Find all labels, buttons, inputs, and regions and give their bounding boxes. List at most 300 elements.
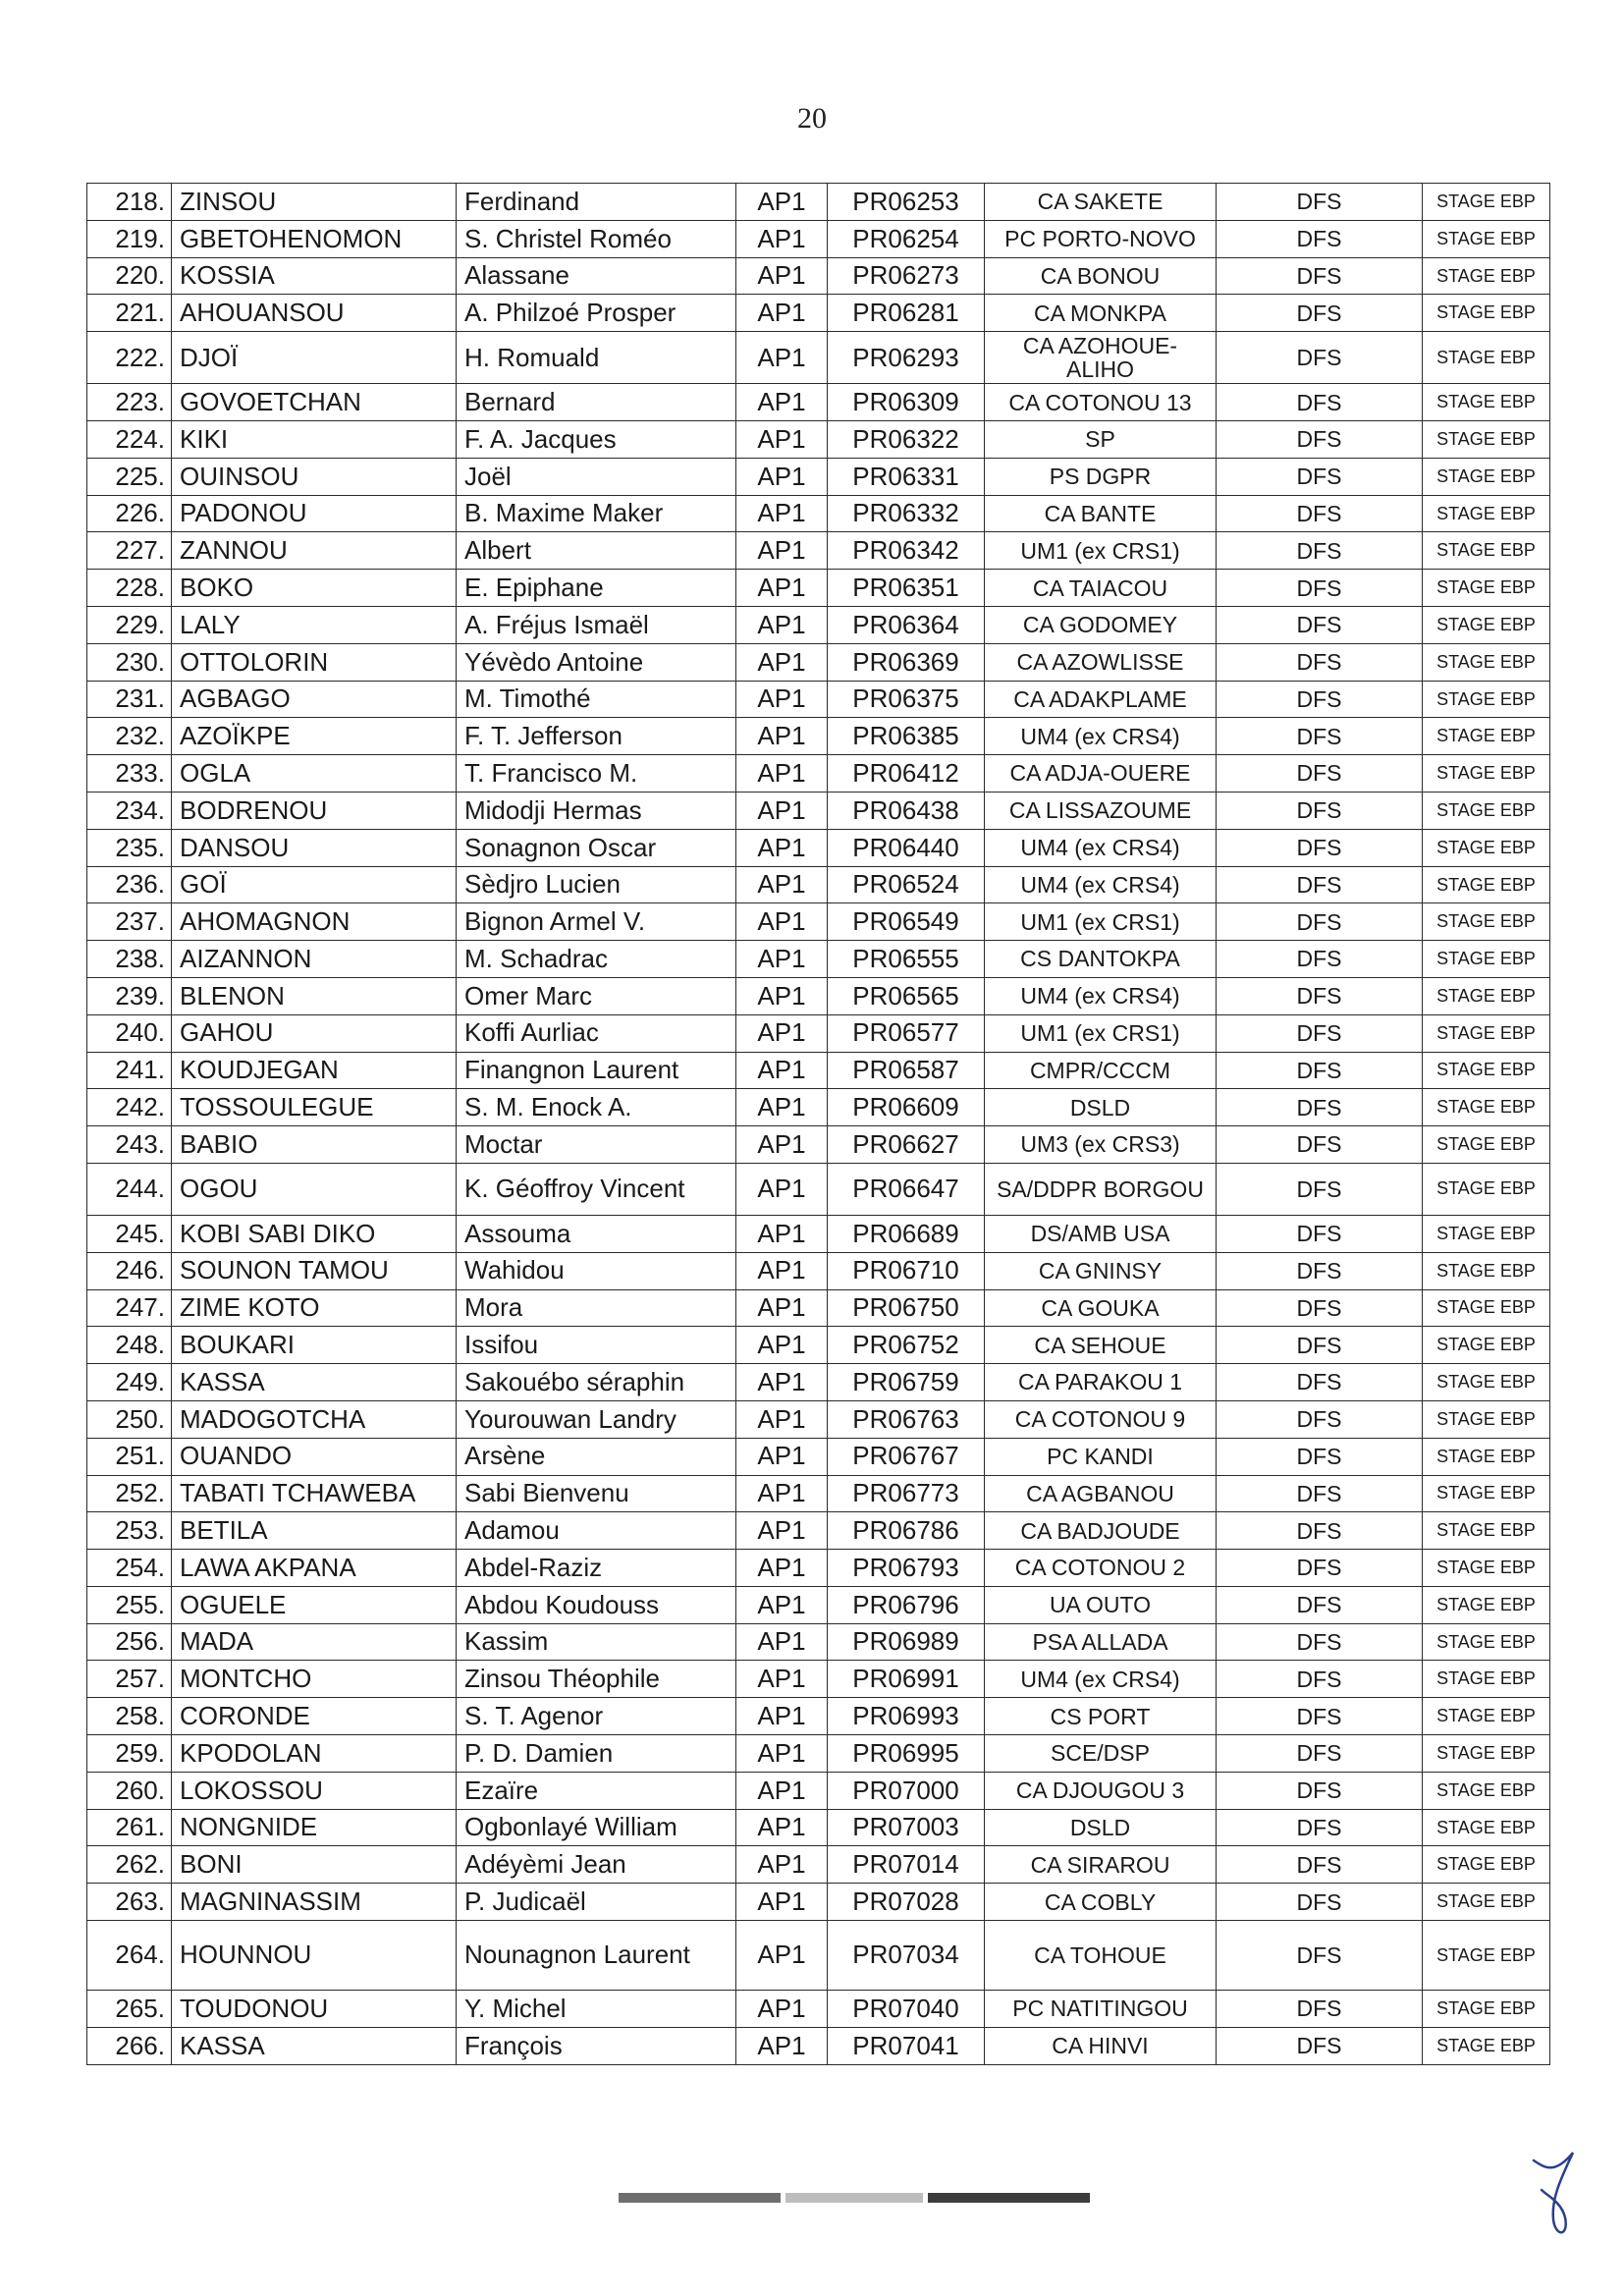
cell-grade: AP1 bbox=[736, 1772, 828, 1809]
cell-grade: AP1 bbox=[736, 1126, 828, 1164]
cell-unit: CA COBLY bbox=[985, 1884, 1217, 1921]
cell-last-name: HOUNNOU bbox=[172, 1921, 457, 1991]
cell-row-number: 262. bbox=[87, 1846, 172, 1884]
table-row bbox=[87, 866, 1550, 903]
cell-grade: AP1 bbox=[736, 606, 828, 643]
cell-direction: DFS bbox=[1217, 1586, 1423, 1623]
cell-last-name: KASSA bbox=[172, 2027, 457, 2064]
cell-unit: CA SEHOUE bbox=[985, 1327, 1217, 1364]
cell-row-number: 241. bbox=[87, 1052, 172, 1089]
cell-grade: AP1 bbox=[736, 755, 828, 793]
cell-observation: STAGE EBP bbox=[1423, 1772, 1550, 1809]
cell-grade: AP1 bbox=[736, 1735, 828, 1773]
cell-first-names: Mora bbox=[457, 1289, 736, 1327]
cell-registration-number: PR06993 bbox=[828, 1698, 985, 1735]
cell-grade: AP1 bbox=[736, 1623, 828, 1661]
cell-observation: STAGE EBP bbox=[1423, 1052, 1550, 1089]
cell-direction: DFS bbox=[1217, 1364, 1423, 1401]
cell-direction: DFS bbox=[1217, 1991, 1423, 2028]
cell-observation: STAGE EBP bbox=[1423, 1586, 1550, 1623]
cell-row-number: 257. bbox=[87, 1661, 172, 1698]
cell-observation: STAGE EBP bbox=[1423, 1809, 1550, 1846]
cell-registration-number: PR06773 bbox=[828, 1475, 985, 1512]
cell-observation: STAGE EBP bbox=[1423, 184, 1550, 221]
table-row bbox=[87, 1623, 1550, 1661]
table-row bbox=[87, 643, 1550, 681]
cell-registration-number: PR06796 bbox=[828, 1586, 985, 1623]
cell-first-names: Adéyèmi Jean bbox=[457, 1846, 736, 1884]
cell-last-name: TOUDONOU bbox=[172, 1991, 457, 2028]
cell-row-number: 261. bbox=[87, 1809, 172, 1846]
cell-observation: STAGE EBP bbox=[1423, 792, 1550, 829]
footer-bar bbox=[928, 2193, 1090, 2203]
cell-unit: CA COTONOU 9 bbox=[985, 1400, 1217, 1438]
cell-first-names: F. A. Jacques bbox=[457, 420, 736, 458]
cell-row-number: 255. bbox=[87, 1586, 172, 1623]
cell-direction: DFS bbox=[1217, 1052, 1423, 1089]
table-row bbox=[87, 1475, 1550, 1512]
cell-registration-number: PR06989 bbox=[828, 1623, 985, 1661]
signature-initial bbox=[1526, 2139, 1585, 2247]
cell-grade: AP1 bbox=[736, 1163, 828, 1215]
cell-row-number: 228. bbox=[87, 570, 172, 607]
cell-unit: UM1 (ex CRS1) bbox=[985, 903, 1217, 941]
cell-grade: AP1 bbox=[736, 1475, 828, 1512]
table-row bbox=[87, 1163, 1550, 1215]
cell-direction: DFS bbox=[1217, 1289, 1423, 1327]
cell-registration-number: PR06750 bbox=[828, 1289, 985, 1327]
table-row bbox=[87, 495, 1550, 532]
cell-first-names: Abdel-Raziz bbox=[457, 1550, 736, 1587]
cell-unit: CA LISSAZOUME bbox=[985, 792, 1217, 829]
cell-unit: UM3 (ex CRS3) bbox=[985, 1126, 1217, 1164]
cell-last-name: MADOGOTCHA bbox=[172, 1400, 457, 1438]
cell-first-names: Assouma bbox=[457, 1215, 736, 1252]
cell-last-name: AZOÏKPE bbox=[172, 718, 457, 755]
table-row bbox=[87, 1735, 1550, 1773]
cell-last-name: NONGNIDE bbox=[172, 1809, 457, 1846]
table-row bbox=[87, 792, 1550, 829]
cell-last-name: KOSSIA bbox=[172, 257, 457, 295]
cell-row-number: 221. bbox=[87, 295, 172, 332]
cell-registration-number: PR06689 bbox=[828, 1215, 985, 1252]
cell-row-number: 252. bbox=[87, 1475, 172, 1512]
cell-observation: STAGE EBP bbox=[1423, 2027, 1550, 2064]
table-row bbox=[87, 718, 1550, 755]
cell-grade: AP1 bbox=[736, 1364, 828, 1401]
cell-observation: STAGE EBP bbox=[1423, 384, 1550, 421]
cell-first-names: Issifou bbox=[457, 1327, 736, 1364]
table-row bbox=[87, 1512, 1550, 1550]
cell-last-name: CORONDE bbox=[172, 1698, 457, 1735]
table-row bbox=[87, 384, 1550, 421]
cell-direction: DFS bbox=[1217, 1772, 1423, 1809]
table-row bbox=[87, 1661, 1550, 1698]
table-row bbox=[87, 184, 1550, 221]
cell-grade: AP1 bbox=[736, 903, 828, 941]
cell-observation: STAGE EBP bbox=[1423, 495, 1550, 532]
cell-first-names: Bernard bbox=[457, 384, 736, 421]
cell-observation: STAGE EBP bbox=[1423, 1215, 1550, 1252]
table-row bbox=[87, 829, 1550, 866]
cell-direction: DFS bbox=[1217, 1252, 1423, 1289]
cell-registration-number: PR06577 bbox=[828, 1014, 985, 1052]
cell-last-name: TOSSOULEGUE bbox=[172, 1089, 457, 1126]
cell-grade: AP1 bbox=[736, 1512, 828, 1550]
cell-row-number: 239. bbox=[87, 977, 172, 1014]
cell-row-number: 243. bbox=[87, 1126, 172, 1164]
cell-first-names: S. M. Enock A. bbox=[457, 1089, 736, 1126]
cell-last-name: KOUDJEGAN bbox=[172, 1052, 457, 1089]
cell-direction: DFS bbox=[1217, 1809, 1423, 1846]
cell-registration-number: PR07000 bbox=[828, 1772, 985, 1809]
cell-observation: STAGE EBP bbox=[1423, 941, 1550, 978]
cell-grade: AP1 bbox=[736, 1400, 828, 1438]
table-row bbox=[87, 1809, 1550, 1846]
cell-grade: AP1 bbox=[736, 1991, 828, 2028]
cell-first-names: P. Judicaël bbox=[457, 1884, 736, 1921]
cell-direction: DFS bbox=[1217, 1327, 1423, 1364]
cell-direction: DFS bbox=[1217, 1921, 1423, 1991]
cell-last-name: BOUKARI bbox=[172, 1327, 457, 1364]
cell-unit: PS DGPR bbox=[985, 458, 1217, 495]
table-row bbox=[87, 1364, 1550, 1401]
table-body bbox=[87, 184, 1550, 2065]
cell-last-name: MAGNINASSIM bbox=[172, 1884, 457, 1921]
cell-direction: DFS bbox=[1217, 1623, 1423, 1661]
table-row bbox=[87, 1089, 1550, 1126]
cell-observation: STAGE EBP bbox=[1423, 1623, 1550, 1661]
cell-direction: DFS bbox=[1217, 1438, 1423, 1475]
cell-registration-number: PR07028 bbox=[828, 1884, 985, 1921]
cell-grade: AP1 bbox=[736, 1089, 828, 1126]
cell-registration-number: PR06254 bbox=[828, 220, 985, 257]
cell-direction: DFS bbox=[1217, 829, 1423, 866]
cell-grade: AP1 bbox=[736, 941, 828, 978]
cell-first-names: Wahidou bbox=[457, 1252, 736, 1289]
cell-last-name: ZINSOU bbox=[172, 184, 457, 221]
cell-direction: DFS bbox=[1217, 458, 1423, 495]
cell-registration-number: PR06524 bbox=[828, 866, 985, 903]
table-row bbox=[87, 1014, 1550, 1052]
cell-first-names: Joël bbox=[457, 458, 736, 495]
cell-direction: DFS bbox=[1217, 570, 1423, 607]
cell-unit: SP bbox=[985, 420, 1217, 458]
cell-observation: STAGE EBP bbox=[1423, 1252, 1550, 1289]
cell-unit: CS PORT bbox=[985, 1698, 1217, 1735]
cell-row-number: 227. bbox=[87, 532, 172, 570]
cell-observation: STAGE EBP bbox=[1423, 1327, 1550, 1364]
cell-direction: DFS bbox=[1217, 755, 1423, 793]
table-row bbox=[87, 1215, 1550, 1252]
cell-grade: AP1 bbox=[736, 495, 828, 532]
cell-row-number: 244. bbox=[87, 1163, 172, 1215]
cell-observation: STAGE EBP bbox=[1423, 903, 1550, 941]
cell-grade: AP1 bbox=[736, 1438, 828, 1475]
cell-unit: UM4 (ex CRS4) bbox=[985, 718, 1217, 755]
cell-first-names: Sèdjro Lucien bbox=[457, 866, 736, 903]
cell-registration-number: PR06309 bbox=[828, 384, 985, 421]
cell-row-number: 254. bbox=[87, 1550, 172, 1587]
cell-direction: DFS bbox=[1217, 384, 1423, 421]
cell-observation: STAGE EBP bbox=[1423, 420, 1550, 458]
cell-unit: DSLD bbox=[985, 1089, 1217, 1126]
cell-first-names: Zinsou Théophile bbox=[457, 1661, 736, 1698]
cell-observation: STAGE EBP bbox=[1423, 1400, 1550, 1438]
cell-observation: STAGE EBP bbox=[1423, 755, 1550, 793]
cell-row-number: 231. bbox=[87, 681, 172, 718]
cell-observation: STAGE EBP bbox=[1423, 1698, 1550, 1735]
cell-first-names: Bignon Armel V. bbox=[457, 903, 736, 941]
table-row bbox=[87, 257, 1550, 295]
table-row bbox=[87, 1772, 1550, 1809]
cell-first-names: Y. Michel bbox=[457, 1991, 736, 2028]
cell-first-names: A. Philzoé Prosper bbox=[457, 295, 736, 332]
cell-first-names: Sonagnon Oscar bbox=[457, 829, 736, 866]
table-row bbox=[87, 1550, 1550, 1587]
cell-first-names: Adamou bbox=[457, 1512, 736, 1550]
cell-first-names: Finangnon Laurent bbox=[457, 1052, 736, 1089]
cell-last-name: LAWA AKPANA bbox=[172, 1550, 457, 1587]
cell-grade: AP1 bbox=[736, 866, 828, 903]
cell-grade: AP1 bbox=[736, 570, 828, 607]
table-row bbox=[87, 532, 1550, 570]
cell-row-number: 220. bbox=[87, 257, 172, 295]
cell-row-number: 246. bbox=[87, 1252, 172, 1289]
cell-unit: CA BANTE bbox=[985, 495, 1217, 532]
cell-grade: AP1 bbox=[736, 1052, 828, 1089]
cell-grade: AP1 bbox=[736, 295, 828, 332]
table-row bbox=[87, 606, 1550, 643]
cell-unit: UM4 (ex CRS4) bbox=[985, 1661, 1217, 1698]
cell-unit: CA GOUKA bbox=[985, 1289, 1217, 1327]
cell-first-names: Koffi Aurliac bbox=[457, 1014, 736, 1052]
table-row bbox=[87, 1698, 1550, 1735]
cell-observation: STAGE EBP bbox=[1423, 1475, 1550, 1512]
cell-unit: PSA ALLADA bbox=[985, 1623, 1217, 1661]
cell-registration-number: PR06293 bbox=[828, 332, 985, 384]
cell-unit: CA HINVI bbox=[985, 2027, 1217, 2064]
cell-direction: DFS bbox=[1217, 1400, 1423, 1438]
cell-last-name: OTTOLORIN bbox=[172, 643, 457, 681]
cell-registration-number: PR06332 bbox=[828, 495, 985, 532]
cell-last-name: GOÏ bbox=[172, 866, 457, 903]
cell-last-name: GAHOU bbox=[172, 1014, 457, 1052]
cell-registration-number: PR07014 bbox=[828, 1846, 985, 1884]
table-row bbox=[87, 1991, 1550, 2028]
cell-direction: DFS bbox=[1217, 1512, 1423, 1550]
cell-last-name: BONI bbox=[172, 1846, 457, 1884]
cell-direction: DFS bbox=[1217, 1475, 1423, 1512]
cell-row-number: 248. bbox=[87, 1327, 172, 1364]
cell-last-name: DANSOU bbox=[172, 829, 457, 866]
cell-grade: AP1 bbox=[736, 977, 828, 1014]
cell-first-names: Ezaïre bbox=[457, 1772, 736, 1809]
cell-last-name: MONTCHO bbox=[172, 1661, 457, 1698]
table-row bbox=[87, 1921, 1550, 1991]
cell-first-names: K. Géoffroy Vincent bbox=[457, 1163, 736, 1215]
cell-grade: AP1 bbox=[736, 1327, 828, 1364]
cell-first-names: T. Francisco M. bbox=[457, 755, 736, 793]
cell-row-number: 242. bbox=[87, 1089, 172, 1126]
cell-observation: STAGE EBP bbox=[1423, 1661, 1550, 1698]
cell-observation: STAGE EBP bbox=[1423, 458, 1550, 495]
cell-registration-number: PR06364 bbox=[828, 606, 985, 643]
table-row bbox=[87, 941, 1550, 978]
cell-last-name: BLENON bbox=[172, 977, 457, 1014]
cell-observation: STAGE EBP bbox=[1423, 1089, 1550, 1126]
cell-row-number: 263. bbox=[87, 1884, 172, 1921]
cell-unit: CA TOHOUE bbox=[985, 1921, 1217, 1991]
cell-first-names: Alassane bbox=[457, 257, 736, 295]
table-row bbox=[87, 977, 1550, 1014]
cell-registration-number: PR06342 bbox=[828, 532, 985, 570]
cell-direction: DFS bbox=[1217, 643, 1423, 681]
cell-last-name: LOKOSSOU bbox=[172, 1772, 457, 1809]
cell-row-number: 225. bbox=[87, 458, 172, 495]
cell-direction: DFS bbox=[1217, 903, 1423, 941]
cell-unit: UM1 (ex CRS1) bbox=[985, 1014, 1217, 1052]
cell-last-name: KOBI SABI DIKO bbox=[172, 1215, 457, 1252]
cell-registration-number: PR06767 bbox=[828, 1438, 985, 1475]
cell-grade: AP1 bbox=[736, 1809, 828, 1846]
cell-registration-number: PR06609 bbox=[828, 1089, 985, 1126]
cell-registration-number: PR06995 bbox=[828, 1735, 985, 1773]
cell-registration-number: PR06438 bbox=[828, 792, 985, 829]
cell-row-number: 251. bbox=[87, 1438, 172, 1475]
cell-last-name: GBETOHENOMON bbox=[172, 220, 457, 257]
cell-observation: STAGE EBP bbox=[1423, 257, 1550, 295]
footer-bar bbox=[785, 2193, 923, 2203]
footer-bar bbox=[619, 2193, 781, 2203]
cell-first-names: François bbox=[457, 2027, 736, 2064]
cell-registration-number: PR06555 bbox=[828, 941, 985, 978]
cell-grade: AP1 bbox=[736, 829, 828, 866]
cell-observation: STAGE EBP bbox=[1423, 718, 1550, 755]
cell-last-name: OGUELE bbox=[172, 1586, 457, 1623]
cell-row-number: 236. bbox=[87, 866, 172, 903]
cell-unit: UM4 (ex CRS4) bbox=[985, 977, 1217, 1014]
cell-last-name: AHOMAGNON bbox=[172, 903, 457, 941]
cell-grade: AP1 bbox=[736, 1846, 828, 1884]
cell-direction: DFS bbox=[1217, 977, 1423, 1014]
cell-observation: STAGE EBP bbox=[1423, 866, 1550, 903]
cell-first-names: M. Schadrac bbox=[457, 941, 736, 978]
table-row bbox=[87, 1126, 1550, 1164]
cell-observation: STAGE EBP bbox=[1423, 1014, 1550, 1052]
cell-direction: DFS bbox=[1217, 495, 1423, 532]
cell-last-name: AGBAGO bbox=[172, 681, 457, 718]
cell-last-name: PADONOU bbox=[172, 495, 457, 532]
cell-row-number: 250. bbox=[87, 1400, 172, 1438]
cell-observation: STAGE EBP bbox=[1423, 1364, 1550, 1401]
cell-grade: AP1 bbox=[736, 1289, 828, 1327]
cell-registration-number: PR06786 bbox=[828, 1512, 985, 1550]
cell-observation: STAGE EBP bbox=[1423, 643, 1550, 681]
cell-direction: DFS bbox=[1217, 1884, 1423, 1921]
cell-row-number: 233. bbox=[87, 755, 172, 793]
cell-registration-number: PR07034 bbox=[828, 1921, 985, 1991]
cell-registration-number: PR06322 bbox=[828, 420, 985, 458]
cell-first-names: Ferdinand bbox=[457, 184, 736, 221]
cell-row-number: 238. bbox=[87, 941, 172, 978]
cell-last-name: ZANNOU bbox=[172, 532, 457, 570]
cell-registration-number: PR06281 bbox=[828, 295, 985, 332]
cell-observation: STAGE EBP bbox=[1423, 606, 1550, 643]
cell-observation: STAGE EBP bbox=[1423, 332, 1550, 384]
cell-unit: CA AZOWLISSE bbox=[985, 643, 1217, 681]
cell-first-names: P. D. Damien bbox=[457, 1735, 736, 1773]
table-row bbox=[87, 458, 1550, 495]
page-number: 20 bbox=[797, 102, 827, 135]
cell-registration-number: PR06647 bbox=[828, 1163, 985, 1215]
cell-unit: UA OUTO bbox=[985, 1586, 1217, 1623]
cell-direction: DFS bbox=[1217, 1215, 1423, 1252]
table-row bbox=[87, 1052, 1550, 1089]
cell-last-name: OGOU bbox=[172, 1163, 457, 1215]
cell-registration-number: PR06752 bbox=[828, 1327, 985, 1364]
cell-first-names: Arsène bbox=[457, 1438, 736, 1475]
cell-direction: DFS bbox=[1217, 681, 1423, 718]
cell-unit: CS DANTOKPA bbox=[985, 941, 1217, 978]
cell-unit: CA COTONOU 13 bbox=[985, 384, 1217, 421]
cell-registration-number: PR06331 bbox=[828, 458, 985, 495]
cell-row-number: 260. bbox=[87, 1772, 172, 1809]
cell-grade: AP1 bbox=[736, 1550, 828, 1587]
cell-unit: DSLD bbox=[985, 1809, 1217, 1846]
cell-unit: CA DJOUGOU 3 bbox=[985, 1772, 1217, 1809]
table-row bbox=[87, 1846, 1550, 1884]
cell-grade: AP1 bbox=[736, 1014, 828, 1052]
cell-registration-number: PR06565 bbox=[828, 977, 985, 1014]
cell-registration-number: PR07041 bbox=[828, 2027, 985, 2064]
cell-registration-number: PR06273 bbox=[828, 257, 985, 295]
cell-first-names: F. T. Jefferson bbox=[457, 718, 736, 755]
cell-direction: DFS bbox=[1217, 1846, 1423, 1884]
cell-unit: CA COTONOU 2 bbox=[985, 1550, 1217, 1587]
cell-first-names: Sakouébo séraphin bbox=[457, 1364, 736, 1401]
cell-registration-number: PR06253 bbox=[828, 184, 985, 221]
cell-grade: AP1 bbox=[736, 420, 828, 458]
cell-grade: AP1 bbox=[736, 458, 828, 495]
cell-direction: DFS bbox=[1217, 1163, 1423, 1215]
cell-direction: DFS bbox=[1217, 1089, 1423, 1126]
cell-unit: CA MONKPA bbox=[985, 295, 1217, 332]
cell-observation: STAGE EBP bbox=[1423, 1846, 1550, 1884]
cell-registration-number: PR06351 bbox=[828, 570, 985, 607]
cell-direction: DFS bbox=[1217, 718, 1423, 755]
cell-first-names: E. Epiphane bbox=[457, 570, 736, 607]
cell-registration-number: PR06549 bbox=[828, 903, 985, 941]
cell-registration-number: PR06759 bbox=[828, 1364, 985, 1401]
table-row bbox=[87, 570, 1550, 607]
cell-row-number: 245. bbox=[87, 1215, 172, 1252]
cell-grade: AP1 bbox=[736, 1884, 828, 1921]
table-row bbox=[87, 755, 1550, 793]
cell-observation: STAGE EBP bbox=[1423, 220, 1550, 257]
cell-grade: AP1 bbox=[736, 1698, 828, 1735]
cell-observation: STAGE EBP bbox=[1423, 1884, 1550, 1921]
cell-unit: CA ADJA-OUERE bbox=[985, 755, 1217, 793]
cell-direction: DFS bbox=[1217, 184, 1423, 221]
cell-grade: AP1 bbox=[736, 532, 828, 570]
cell-last-name: KIKI bbox=[172, 420, 457, 458]
cell-grade: AP1 bbox=[736, 184, 828, 221]
cell-direction: DFS bbox=[1217, 1698, 1423, 1735]
cell-unit: CA BADJOUDE bbox=[985, 1512, 1217, 1550]
cell-grade: AP1 bbox=[736, 1252, 828, 1289]
cell-registration-number: PR06369 bbox=[828, 643, 985, 681]
